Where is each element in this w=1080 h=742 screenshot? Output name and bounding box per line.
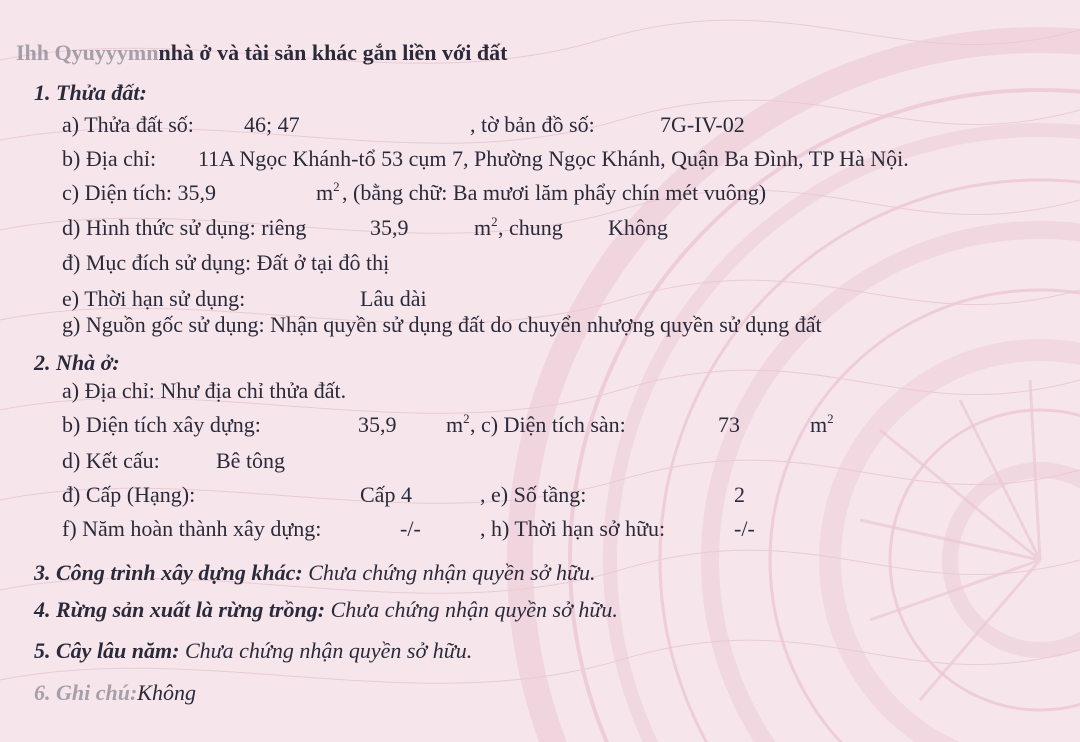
completion-value: -/- [400, 516, 421, 541]
usage-form-label: d) Hình thức sử dụng: riêng [62, 215, 307, 240]
grade-label: đ) Cấp (Hạng): [62, 482, 196, 507]
section5-heading: 5. Cây lâu năm: [34, 638, 180, 663]
usage-origin-row: g) Nguồn gốc sử dụng: Nhận quyền sử dụng đất do chuyển nhượng quyền sử dụng đất [62, 312, 822, 337]
house-address-row: a) Địa chỉ: Như địa chỉ thửa đất. [62, 378, 347, 403]
parcel-area-unit: $m^2$ [316, 179, 340, 205]
section1-heading: 1. Thửa đất: [34, 80, 147, 105]
parcel-address-value: 11A Ngọc Khánh-tổ 53 cụm 7, Phường Ngọc Khánh, Quận Ba Đình, TP Hà Nội. [198, 146, 909, 171]
section4-value: Chưa chứng nhận quyền sở hữu. [330, 597, 618, 622]
section3-row [34, 560, 595, 586]
completion-label: f) Năm hoàn thành xây dựng: [62, 516, 322, 541]
section5-value: Chưa chứng nhận quyền sở hữu. [184, 638, 473, 663]
structure-label: d) Kết cấu: [62, 448, 160, 473]
building-area-value: 35,9 [358, 412, 397, 437]
map-sheet-value: 7G-IV-02 [660, 112, 745, 137]
usage-form-shared-label: , chung [498, 215, 563, 240]
header-title: nhà ở và tài sản khác gắn liền với đất [158, 40, 508, 65]
certificate-header [16, 40, 507, 66]
building-area-unit: $m^2$ [446, 411, 470, 437]
parcel-address-label: b) Địa chỉ: [62, 146, 157, 171]
ownership-term-value: -/- [734, 516, 755, 541]
floors-label: , e) Số tầng: [480, 482, 587, 507]
section6-row [34, 680, 196, 706]
building-area-label: b) Diện tích xây dựng: [62, 412, 261, 437]
parcel-number-value: 46; 47 [244, 112, 300, 137]
section6-faded-heading: 6. Ghi chú: [34, 680, 138, 705]
parcel-area-label: c) Diện tích: 35,9 [62, 180, 216, 205]
usage-form-private-value: 35,9 [370, 215, 409, 240]
usage-term-value: Lâu dài [360, 286, 427, 311]
usage-term-label: e) Thời hạn sử dụng: [62, 286, 246, 311]
grade-value: Cấp 4 [360, 482, 412, 507]
section4-heading: 4. Rừng sản xuất là rừng trồng: [34, 597, 326, 622]
usage-purpose-row: đ) Mục đích sử dụng: Đất ở tại đô thị [62, 250, 390, 275]
floor-area-unit: $m^2$ [810, 411, 834, 437]
section3-value: Chưa chứng nhận quyền sở hữu. [308, 560, 596, 585]
floor-area-value: 73 [718, 412, 740, 437]
parcel-number-label: a) Thửa đất số: [62, 112, 194, 137]
ownership-term-label: , h) Thời hạn sở hữu: [480, 516, 666, 541]
section6-value: Không [137, 680, 196, 705]
floors-value: 2 [734, 482, 745, 507]
section4-row [34, 597, 618, 623]
usage-form-shared-value: Không [608, 215, 668, 240]
usage-form-unit: $m^2$ [474, 214, 498, 240]
header-faded-text: Ihh Qyuyyymn [16, 40, 159, 65]
map-sheet-label: , tờ bản đồ số: [470, 112, 595, 137]
section2-heading: 2. Nhà ở: [34, 350, 120, 375]
parcel-area-words: , (bằng chữ: Ba mươi lăm phẩy chín mét vuông) [342, 180, 767, 205]
section3-heading: 3. Công trình xây dựng khác: [34, 560, 303, 585]
floor-area-label: , c) Diện tích sàn: [470, 412, 626, 437]
structure-value: Bê tông [216, 448, 286, 473]
section5-row [34, 638, 472, 664]
